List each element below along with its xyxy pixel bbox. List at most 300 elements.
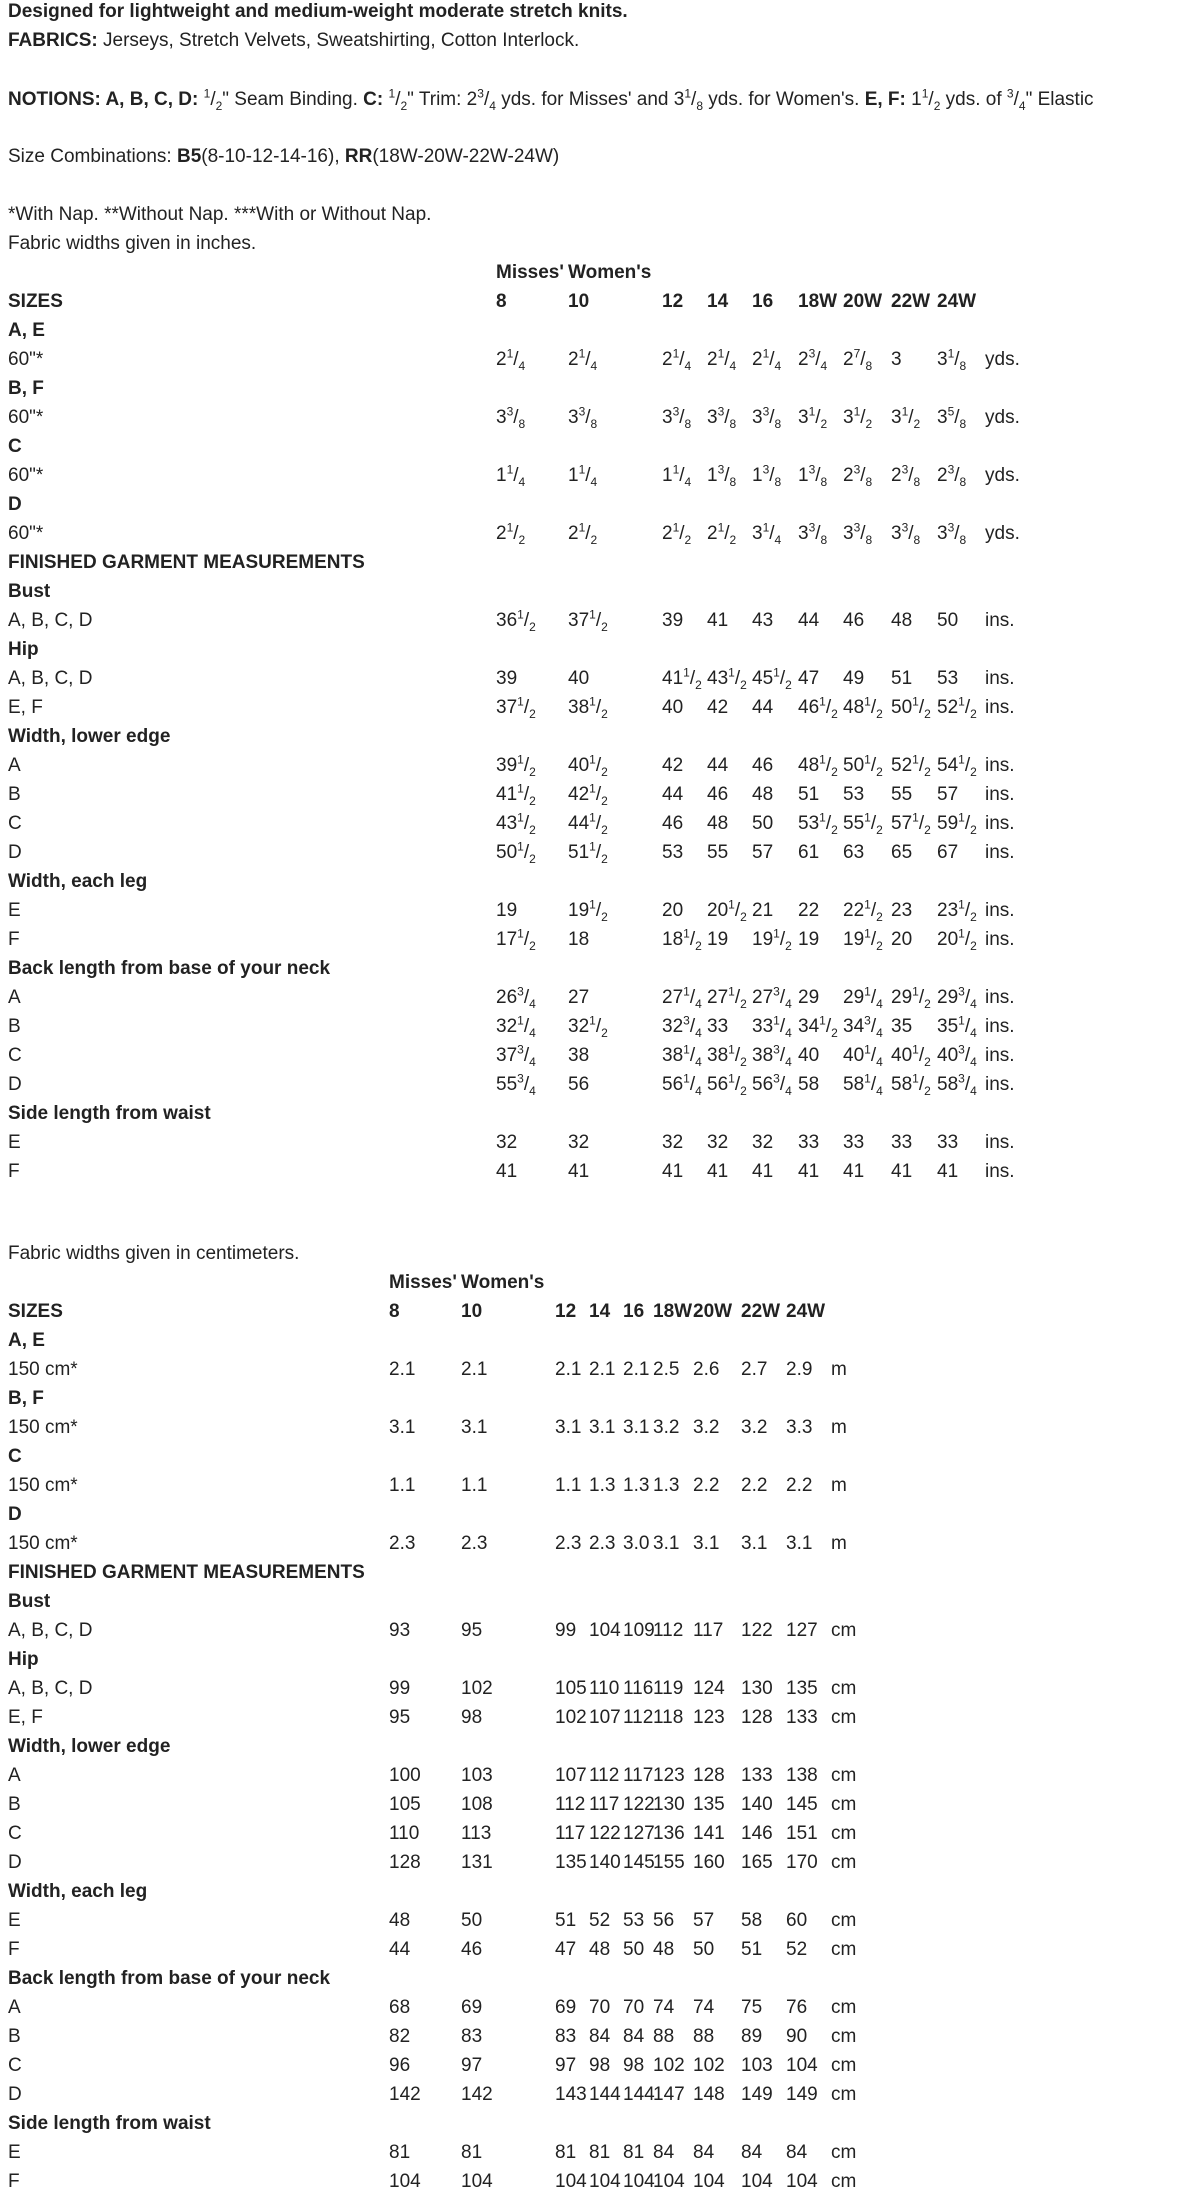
size-header-10: 10 [461, 1301, 483, 1322]
sizes-header-row [0, 287, 1200, 316]
cell-24w: 60 [786, 1910, 808, 1931]
cell-10: $1^1/_4$ [568, 462, 598, 489]
cell-16: 144 [623, 2084, 655, 2105]
cell-8: 32 [496, 1132, 518, 1153]
cell-22w: 130 [741, 1678, 773, 1699]
cell-24w: 2.2 [786, 1475, 813, 1496]
row-label: E [8, 1910, 21, 1931]
table-row [0, 345, 1200, 374]
cell-14: 104 [589, 2171, 621, 2192]
cell-8: 95 [389, 1707, 411, 1728]
cell-12: 2.3 [555, 1533, 582, 1554]
row-label: 60"* [8, 349, 44, 370]
cell-12: $32^3/_4$ [662, 1013, 702, 1040]
cell-24w: $20^1/_2$ [937, 926, 977, 953]
cell-12: 3.1 [555, 1417, 582, 1438]
cell-14: $43^1/_2$ [707, 665, 747, 692]
cell-8: 110 [389, 1823, 420, 1844]
cell-8: 68 [389, 1997, 411, 2018]
row-label: F [8, 929, 20, 950]
cell-24w: 3.3 [786, 1417, 813, 1438]
unit-label: yds. [985, 523, 1020, 544]
unit-label: ins. [985, 610, 1015, 631]
unit-label: m [831, 1417, 847, 1438]
cell-18w: 3.2 [653, 1417, 680, 1438]
cell-24w: 149 [786, 2084, 818, 2105]
cell-22w: 51 [741, 1939, 763, 1960]
cell-18w: 84 [653, 2142, 675, 2163]
size-header-24w: 24W [786, 1301, 826, 1322]
table-row [0, 983, 1200, 1012]
cell-20w: 2.6 [693, 1359, 720, 1380]
cell-8: $41^1/_2$ [496, 781, 536, 808]
section-header [0, 1384, 1200, 1413]
section-header [0, 867, 1200, 896]
cell-22w: 65 [891, 842, 913, 863]
cell-20w: 50 [693, 1939, 715, 1960]
cell-20w: 84 [693, 2142, 715, 2163]
cell-24w: 76 [786, 1997, 808, 2018]
cell-14: 84 [589, 2026, 611, 2047]
cell-10: 97 [461, 2055, 483, 2076]
cell-8: 2.3 [389, 1533, 416, 1554]
cell-16: $1^3/_8$ [752, 462, 782, 489]
cell-24w: $3^1/_8$ [937, 346, 967, 373]
cell-14: 48 [707, 813, 729, 834]
cell-20w: $55^1/_2$ [843, 810, 883, 837]
table-row [0, 403, 1200, 432]
cell-14: 42 [707, 697, 729, 718]
cell-10: $42^1/_2$ [568, 781, 608, 808]
row-label: 150 cm* [8, 1417, 78, 1438]
row-label: C [8, 813, 22, 834]
cell-22w: 55 [891, 784, 913, 805]
section-header [0, 1326, 1200, 1355]
cm-note: Fabric widths given in centimeters. [8, 1243, 300, 1264]
cell-24w: 41 [937, 1161, 959, 1182]
unit-label: cm [831, 1794, 857, 1815]
unit-label: m [831, 1533, 847, 1554]
cell-16: 145 [623, 1852, 655, 1873]
cell-10: $51^1/_2$ [568, 839, 608, 866]
cell-10: 41 [568, 1161, 590, 1182]
table-row [0, 1674, 1200, 1703]
cell-14: 107 [589, 1707, 621, 1728]
unit-label: cm [831, 1707, 857, 1728]
size-group-header [0, 258, 1200, 287]
cell-16: 109 [623, 1620, 655, 1641]
cell-22w: 41 [891, 1161, 913, 1182]
unit-label: m [831, 1359, 847, 1380]
cell-18w: 123 [653, 1765, 685, 1786]
cell-20w: 135 [693, 1794, 725, 1815]
cell-12: 112 [555, 1794, 586, 1815]
cell-8: 105 [389, 1794, 421, 1815]
cell-12: 143 [555, 2084, 587, 2105]
section-label: A, E [8, 320, 45, 341]
size-header-22w: 22W [741, 1301, 781, 1322]
cell-24w: $40^3/_4$ [937, 1042, 977, 1069]
cell-10: $19^1/_2$ [568, 897, 608, 924]
unit-label: ins. [985, 755, 1015, 776]
cell-18w: 1.3 [653, 1475, 680, 1496]
table-row [0, 1790, 1200, 1819]
unit-label: ins. [985, 1045, 1015, 1066]
cell-10: 83 [461, 2026, 483, 2047]
cell-10: 50 [461, 1910, 483, 1931]
cell-10: 32 [568, 1132, 590, 1153]
cell-14: 52 [589, 1910, 611, 1931]
cell-20w: $29^1/_4$ [843, 984, 883, 1011]
cell-12: 81 [555, 2142, 577, 2163]
womens-header: Women's [568, 262, 652, 283]
cell-14: 2.3 [589, 1533, 616, 1554]
table-row [0, 693, 1200, 722]
unit-label: cm [831, 1997, 857, 2018]
cell-12: 42 [662, 755, 684, 776]
cell-18w: 48 [653, 1939, 675, 1960]
cell-12: $27^1/_4$ [662, 984, 702, 1011]
section-header [0, 1964, 1200, 1993]
cell-18w: $2^3/_4$ [798, 346, 828, 373]
unit-label: cm [831, 1823, 857, 1844]
size-header-12: 12 [662, 291, 684, 312]
cell-14: 2.1 [589, 1359, 616, 1380]
cell-16: 84 [623, 2026, 645, 2047]
cell-8: $36^1/_2$ [496, 607, 536, 634]
cell-8: $3^3/_8$ [496, 404, 526, 431]
table-row [0, 1128, 1200, 1157]
misses-header: Misses' [389, 1272, 457, 1293]
cell-16: 2.1 [623, 1359, 650, 1380]
cell-16: $56^3/_4$ [752, 1071, 792, 1098]
cell-12: 99 [555, 1620, 577, 1641]
unit-label: ins. [985, 929, 1015, 950]
cell-14: $56^1/_2$ [707, 1071, 747, 1098]
unit-label: ins. [985, 987, 1015, 1008]
cell-8: $32^1/_4$ [496, 1013, 536, 1040]
row-label: 150 cm* [8, 1359, 78, 1380]
cell-12: $41^1/_2$ [662, 665, 702, 692]
cell-18w: 40 [798, 1045, 820, 1066]
cell-18w: $34^1/_2$ [798, 1013, 838, 1040]
row-label: A, B, C, D [8, 668, 93, 689]
cell-10: $2^1/_2$ [568, 520, 598, 547]
cell-16: 44 [752, 697, 774, 718]
cell-16: 117 [623, 1765, 654, 1786]
cell-24w: $35^1/_4$ [937, 1013, 977, 1040]
section-label: Bust [8, 1591, 51, 1612]
cell-20w: 74 [693, 1997, 715, 2018]
cell-18w: 44 [798, 610, 820, 631]
cell-14: 122 [589, 1823, 621, 1844]
cell-20w: $19^1/_2$ [843, 926, 883, 953]
cell-22w: 58 [741, 1910, 763, 1931]
cell-24w: 90 [786, 2026, 808, 2047]
cell-18w: 19 [798, 929, 820, 950]
cell-8: 2.1 [389, 1359, 416, 1380]
cell-14: 3.1 [589, 1417, 616, 1438]
cell-20w: 88 [693, 2026, 715, 2047]
cell-8: $50^1/_2$ [496, 839, 536, 866]
cell-24w: 33 [937, 1132, 959, 1153]
cell-24w: 53 [937, 668, 959, 689]
cell-16: 46 [752, 755, 774, 776]
cell-16: $3^3/_8$ [752, 404, 782, 431]
row-label: B [8, 1794, 21, 1815]
cell-16: $3^1/_4$ [752, 520, 782, 547]
cell-20w: 46 [843, 610, 865, 631]
sizes-label: SIZES [8, 1301, 63, 1322]
cell-20w: 160 [693, 1852, 725, 1873]
table-row [0, 664, 1200, 693]
row-label: E [8, 1132, 21, 1153]
cell-8: 1.1 [389, 1475, 416, 1496]
cell-14: 117 [589, 1794, 620, 1815]
row-label: E, F [8, 1707, 43, 1728]
cell-22w: $50^1/_2$ [891, 694, 931, 721]
size-combinations: Size Combinations: B5(8-10-12-14-16), RR(18W-20W-22W-24W) [8, 146, 560, 167]
section-header [0, 1732, 1200, 1761]
cell-16: $38^3/_4$ [752, 1042, 792, 1069]
cell-24w: $59^1/_2$ [937, 810, 977, 837]
cell-10: 95 [461, 1620, 483, 1641]
cell-16: 48 [752, 784, 774, 805]
cell-12: 107 [555, 1765, 587, 1786]
cell-10: 3.1 [461, 1417, 488, 1438]
table-row [0, 1157, 1200, 1186]
cell-14: 46 [707, 784, 729, 805]
cell-22w: 84 [741, 2142, 763, 2163]
table-row [0, 519, 1200, 548]
cell-8: 44 [389, 1939, 411, 1960]
cell-12: $3^3/_8$ [662, 404, 692, 431]
cell-24w: 2.9 [786, 1359, 813, 1380]
cell-20w: 102 [693, 2055, 725, 2076]
section-header [0, 490, 1200, 519]
size-header-8: 8 [496, 291, 507, 312]
cell-20w: 63 [843, 842, 865, 863]
cell-24w: 133 [786, 1707, 818, 1728]
section-header [0, 1645, 1200, 1674]
cell-8: 3.1 [389, 1417, 416, 1438]
cell-16: $45^1/_2$ [752, 665, 792, 692]
unit-label: ins. [985, 784, 1015, 805]
cell-24w: 145 [786, 1794, 818, 1815]
size-header-18w: 18W [798, 291, 838, 312]
unit-label: cm [831, 2055, 857, 2076]
row-label: A, B, C, D [8, 1620, 93, 1641]
cell-10: 104 [461, 2171, 493, 2192]
cell-20w: $34^3/_4$ [843, 1013, 883, 1040]
cell-10: 113 [461, 1823, 492, 1844]
row-label: 150 cm* [8, 1475, 78, 1496]
cell-24w: $3^3/_8$ [937, 520, 967, 547]
table-row [0, 1070, 1200, 1099]
cell-8: 93 [389, 1620, 411, 1641]
size-header-20w: 20W [693, 1301, 733, 1322]
cell-16: $33^1/_4$ [752, 1013, 792, 1040]
cell-8: 81 [389, 2142, 411, 2163]
section-header [0, 548, 1200, 577]
cell-22w: 35 [891, 1016, 913, 1037]
section-label: FINISHED GARMENT MEASUREMENTS [8, 1562, 365, 1583]
table-row [0, 2051, 1200, 2080]
section-label: D [8, 1504, 22, 1525]
cell-10: 102 [461, 1678, 493, 1699]
cell-20w: $50^1/_2$ [843, 752, 883, 779]
cell-8: $2^1/_2$ [496, 520, 526, 547]
cell-18w: 51 [798, 784, 820, 805]
cell-16: 21 [752, 900, 774, 921]
cell-20w: $22^1/_2$ [843, 897, 883, 924]
cell-8: 96 [389, 2055, 411, 2076]
cell-10: 46 [461, 1939, 483, 1960]
table-row [0, 1616, 1200, 1645]
cell-12: 135 [555, 1852, 587, 1873]
cell-20w: 3.1 [693, 1533, 720, 1554]
cell-18w: 58 [798, 1074, 820, 1095]
cell-10: 56 [568, 1074, 590, 1095]
table-row [0, 809, 1200, 838]
cell-14: $27^1/_2$ [707, 984, 747, 1011]
unit-label: ins. [985, 697, 1015, 718]
row-label: A, B, C, D [8, 1678, 93, 1699]
cell-18w: $48^1/_2$ [798, 752, 838, 779]
section-header [0, 722, 1200, 751]
cell-12: 44 [662, 784, 684, 805]
cell-16: 3.1 [623, 1417, 650, 1438]
cell-8: 100 [389, 1765, 421, 1786]
cell-24w: 50 [937, 610, 959, 631]
cell-12: 51 [555, 1910, 577, 1931]
cell-10: $32^1/_2$ [568, 1013, 608, 1040]
cell-12: 47 [555, 1939, 577, 1960]
cell-22w: 33 [891, 1132, 913, 1153]
size-group-header [0, 1268, 1200, 1297]
size-header-22w: 22W [891, 291, 931, 312]
table-row [0, 2080, 1200, 2109]
cell-22w: 2.2 [741, 1475, 768, 1496]
cell-22w: 2.7 [741, 1359, 768, 1380]
section-label: Bust [8, 581, 51, 602]
section-label: B, F [8, 1388, 44, 1409]
cell-14: $1^3/_8$ [707, 462, 737, 489]
cell-12: $2^1/_4$ [662, 346, 692, 373]
cell-22w: 149 [741, 2084, 773, 2105]
row-label: A [8, 1765, 21, 1786]
cell-22w: $2^3/_8$ [891, 462, 921, 489]
cell-24w: $52^1/_2$ [937, 694, 977, 721]
cell-8: $39^1/_2$ [496, 752, 536, 779]
row-label: B [8, 784, 21, 805]
cell-22w: 3.2 [741, 1417, 768, 1438]
cell-16: $19^1/_2$ [752, 926, 792, 953]
cell-10: $37^1/_2$ [568, 607, 608, 634]
cell-24w: 138 [786, 1765, 818, 1786]
size-header-8: 8 [389, 1301, 400, 1322]
cell-14: 41 [707, 610, 729, 631]
cell-10: 103 [461, 1765, 493, 1786]
section-header [0, 1500, 1200, 1529]
row-label: A [8, 987, 21, 1008]
section-label: Width, lower edge [8, 1736, 171, 1757]
cell-16: 32 [752, 1132, 774, 1153]
cell-8: 19 [496, 900, 518, 921]
cell-16: $27^3/_4$ [752, 984, 792, 1011]
cell-18w: 102 [653, 2055, 685, 2076]
unit-label: cm [831, 1939, 857, 1960]
cell-8: $37^3/_4$ [496, 1042, 536, 1069]
section-header [0, 432, 1200, 461]
section-label: FINISHED GARMENT MEASUREMENTS [8, 552, 365, 573]
cell-22w: $58^1/_2$ [891, 1071, 931, 1098]
cell-18w: 147 [653, 2084, 685, 2105]
row-label: A, B, C, D [8, 610, 93, 631]
cell-20w: 123 [693, 1707, 725, 1728]
size-header-24w: 24W [937, 291, 977, 312]
unit-label: ins. [985, 1132, 1015, 1153]
cell-12: 83 [555, 2026, 577, 2047]
cell-24w: 3.1 [786, 1533, 813, 1554]
cell-10: $38^1/_2$ [568, 694, 608, 721]
cell-16: 70 [623, 1997, 645, 2018]
row-label: E, F [8, 697, 43, 718]
row-label: A [8, 755, 21, 776]
cell-20w: $40^1/_4$ [843, 1042, 883, 1069]
cell-16: 3.0 [623, 1533, 650, 1554]
cell-10: 98 [461, 1707, 483, 1728]
row-label: C [8, 1045, 22, 1066]
cell-18w: 88 [653, 2026, 675, 2047]
cell-20w: 57 [693, 1910, 715, 1931]
cell-12: 69 [555, 1997, 577, 2018]
section-header [0, 1877, 1200, 1906]
cell-8: $17^1/_2$ [496, 926, 536, 953]
cell-10: 81 [461, 2142, 483, 2163]
cell-22w: 20 [891, 929, 913, 950]
notions-line: NOTIONS: A, B, C, D: $^1/_2$" Seam Binding. C: $^1/_2$" Trim: $2^3/_4$ yds. for Misses' and $3^1/_8$ yds. for Women's. E, F: $1^1/_2$ yds. of $^3/_4$" Elastic [8, 86, 1094, 113]
cell-10: $2^1/_4$ [568, 346, 598, 373]
row-label: F [8, 1161, 20, 1182]
cell-12: $18^1/_2$ [662, 926, 702, 953]
cell-22w: 23 [891, 900, 913, 921]
row-label: C [8, 2055, 22, 2076]
cell-18w: 136 [653, 1823, 685, 1844]
row-label: 150 cm* [8, 1533, 78, 1554]
cell-22w: $57^1/_2$ [891, 810, 931, 837]
section-label: Hip [8, 639, 39, 660]
cell-14: $3^3/_8$ [707, 404, 737, 431]
cell-16: 127 [623, 1823, 655, 1844]
cell-20w: 2.2 [693, 1475, 720, 1496]
cell-22w: 103 [741, 2055, 773, 2076]
nap-note: *With Nap. **Without Nap. ***With or Without Nap. [8, 204, 432, 225]
cell-16: 50 [752, 813, 774, 834]
cell-24w: $58^3/_4$ [937, 1071, 977, 1098]
section-label: Back length from base of your neck [8, 958, 331, 979]
unit-label: cm [831, 2171, 857, 2192]
cell-18w: 61 [798, 842, 820, 863]
cell-18w: 2.5 [653, 1359, 680, 1380]
table-row [0, 1819, 1200, 1848]
unit-label: ins. [985, 1016, 1015, 1037]
size-header-14: 14 [707, 291, 729, 312]
table-row [0, 1848, 1200, 1877]
row-label: B [8, 1016, 21, 1037]
unit-label: cm [831, 1910, 857, 1931]
cell-22w: 75 [741, 1997, 763, 2018]
